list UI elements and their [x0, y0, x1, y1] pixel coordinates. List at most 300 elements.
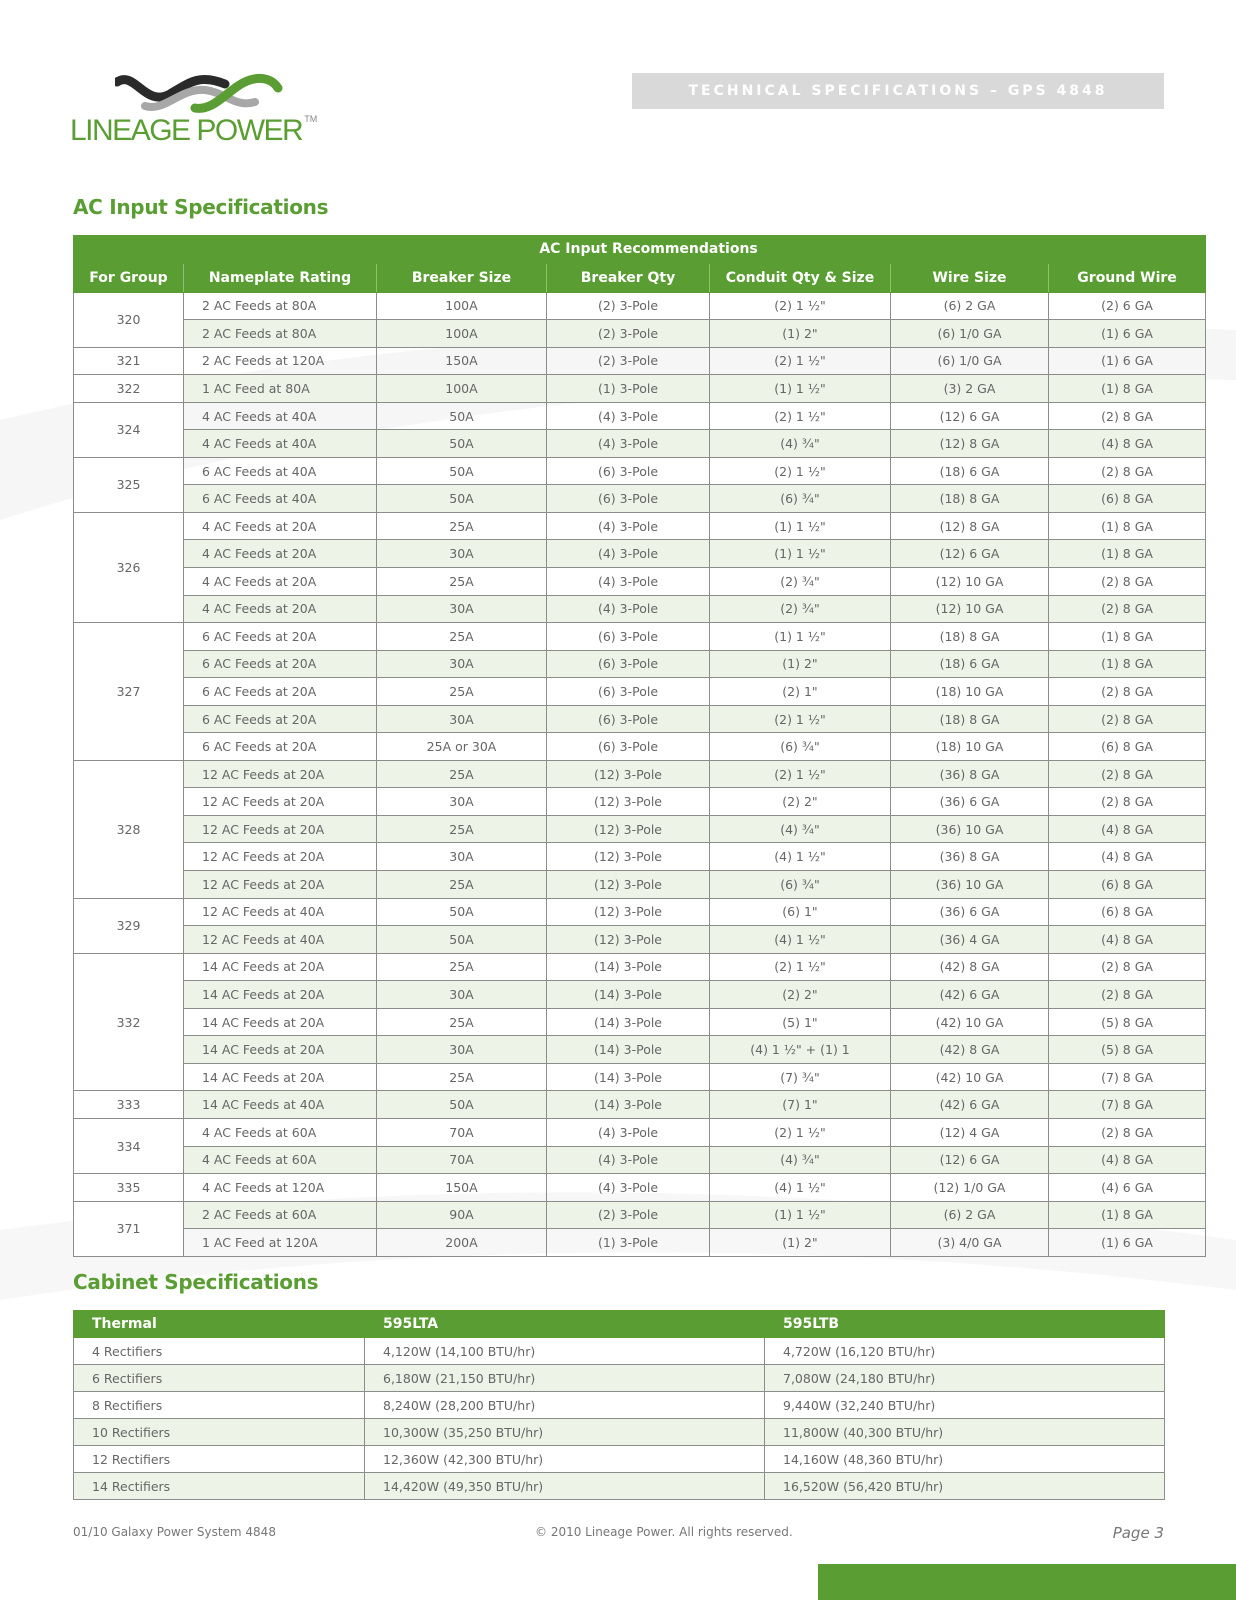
table-cell: (2) 1 ½" [710, 953, 891, 981]
table-cell: 6 AC Feeds at 20A [184, 705, 377, 733]
table-cell: (14) 3-Pole [547, 1036, 710, 1064]
table-cell: 70A [377, 1118, 547, 1146]
table-cell: 1 AC Feed at 120A [184, 1229, 377, 1257]
table-cell: 25A [377, 953, 547, 981]
ac-column-header: Nameplate Rating [184, 263, 377, 292]
table-row [74, 595, 1206, 623]
table-cell: (5) 8 GA [1049, 1036, 1206, 1064]
table-cell: 4 AC Feeds at 20A [184, 540, 377, 568]
ac-table-body [74, 292, 1206, 1256]
table-cell: 14 Rectifiers [74, 1473, 365, 1500]
table-cell: (2) 1 ½" [710, 292, 891, 320]
table-cell: (1) 2" [710, 1229, 891, 1257]
table-cell: (12) 3-Pole [547, 871, 710, 899]
table-cell: 4 AC Feeds at 40A [184, 402, 377, 430]
table-cell: 2 AC Feeds at 80A [184, 292, 377, 320]
table-cell: 12 AC Feeds at 40A [184, 898, 377, 926]
footer-accent-bar [818, 1564, 1236, 1600]
table-row [74, 1419, 1165, 1446]
table-cell: 25A [377, 512, 547, 540]
ac-column-header: Breaker Size [377, 263, 547, 292]
table-cell: (12) 3-Pole [547, 843, 710, 871]
table-cell: (14) 3-Pole [547, 1008, 710, 1036]
table-cell: (2) 8 GA [1049, 595, 1206, 623]
table-cell: 14 AC Feeds at 20A [184, 1008, 377, 1036]
table-row [74, 623, 1206, 651]
cabinet-column-header: 595LTB [765, 1311, 1165, 1338]
table-cell: (2) 1 ½" [710, 1118, 891, 1146]
table-cell: 10 Rectifiers [74, 1419, 365, 1446]
table-cell: 6 AC Feeds at 40A [184, 457, 377, 485]
table-cell: (2) 1 ½" [710, 760, 891, 788]
table-cell: (4) 6 GA [1049, 1174, 1206, 1202]
table-cell: (6) 3-Pole [547, 485, 710, 513]
table-cell: 12 AC Feeds at 40A [184, 926, 377, 954]
table-cell: (2) 8 GA [1049, 402, 1206, 430]
table-cell: (4) ¾" [710, 815, 891, 843]
table-cell: 10,300W (35,250 BTU/hr) [365, 1419, 765, 1446]
table-cell: (4) 8 GA [1049, 926, 1206, 954]
group-cell: 322 [74, 375, 184, 403]
table-cell: 14,160W (48,360 BTU/hr) [765, 1446, 1165, 1473]
table-cell: (4) 8 GA [1049, 815, 1206, 843]
table-row [74, 1473, 1165, 1500]
table-cell: (6) ¾" [710, 871, 891, 899]
table-cell: 100A [377, 375, 547, 403]
table-cell: (3) 4/0 GA [891, 1229, 1049, 1257]
table-row [74, 898, 1206, 926]
table-cell: 70A [377, 1146, 547, 1174]
table-row [74, 760, 1206, 788]
table-cell: (1) 8 GA [1049, 512, 1206, 540]
table-cell: (1) 8 GA [1049, 650, 1206, 678]
table-cell: (2) 2" [710, 981, 891, 1009]
ac-column-header: Ground Wire [1049, 263, 1206, 292]
table-cell: (14) 3-Pole [547, 981, 710, 1009]
table-cell: (6) 3-Pole [547, 650, 710, 678]
table-cell: 14,420W (49,350 BTU/hr) [365, 1473, 765, 1500]
table-cell: (2) 2" [710, 788, 891, 816]
cabinet-column-header: Thermal [74, 1311, 365, 1338]
table-cell: (2) 1 ½" [710, 402, 891, 430]
table-cell: (36) 6 GA [891, 898, 1049, 926]
table-cell: 8,240W (28,200 BTU/hr) [365, 1392, 765, 1419]
table-cell: (1) 1 ½" [710, 375, 891, 403]
table-cell: 12 AC Feeds at 20A [184, 760, 377, 788]
table-cell: (6) 8 GA [1049, 898, 1206, 926]
table-cell: 25A [377, 1008, 547, 1036]
table-row [74, 512, 1206, 540]
table-cell: (1) 2" [710, 650, 891, 678]
table-cell: (14) 3-Pole [547, 1091, 710, 1119]
table-cell: (42) 6 GA [891, 1091, 1049, 1119]
table-cell: 25A or 30A [377, 733, 547, 761]
table-cell: 6 AC Feeds at 40A [184, 485, 377, 513]
table-row [74, 815, 1206, 843]
logo-wordmark [70, 114, 317, 148]
ac-table-title: AC Input Recommendations [74, 236, 1206, 264]
table-cell: (1) 1 ½" [710, 540, 891, 568]
table-cell: (2) ¾" [710, 568, 891, 596]
table-cell: 25A [377, 1063, 547, 1091]
table-cell: 12 AC Feeds at 20A [184, 788, 377, 816]
table-row [74, 981, 1206, 1009]
table-row [74, 1392, 1165, 1419]
logo-waves-icon [115, 68, 285, 116]
ac-table-header-row [74, 263, 1206, 292]
table-cell: (6) 3-Pole [547, 457, 710, 485]
table-cell: 150A [377, 347, 547, 375]
table-cell: (4) 3-Pole [547, 540, 710, 568]
table-cell: (4) 3-Pole [547, 595, 710, 623]
company-logo [70, 68, 330, 158]
table-row [74, 1146, 1206, 1174]
table-row [74, 292, 1206, 320]
table-cell: (6) 3-Pole [547, 705, 710, 733]
cabinet-section-title: Cabinet Specifications [73, 1270, 319, 1294]
table-row [74, 347, 1206, 375]
table-cell: (6) 3-Pole [547, 623, 710, 651]
cabinet-table-header-row [74, 1311, 1165, 1338]
table-cell: (4) 1 ½" [710, 843, 891, 871]
table-cell: (2) 3-Pole [547, 1201, 710, 1229]
table-cell: 100A [377, 320, 547, 348]
group-cell: 328 [74, 760, 184, 898]
table-cell: (1) 6 GA [1049, 1229, 1206, 1257]
ac-column-header: For Group [74, 263, 184, 292]
table-cell: (36) 10 GA [891, 871, 1049, 899]
table-cell: (1) 6 GA [1049, 320, 1206, 348]
table-cell: 25A [377, 678, 547, 706]
table-cell: (18) 10 GA [891, 678, 1049, 706]
table-cell: (5) 1" [710, 1008, 891, 1036]
table-cell: (2) ¾" [710, 595, 891, 623]
table-cell: 50A [377, 457, 547, 485]
table-cell: 11,800W (40,300 BTU/hr) [765, 1419, 1165, 1446]
table-cell: 90A [377, 1201, 547, 1229]
table-cell: 30A [377, 1036, 547, 1064]
table-cell: 50A [377, 402, 547, 430]
table-cell: (6) 1/0 GA [891, 320, 1049, 348]
table-cell: (1) 6 GA [1049, 347, 1206, 375]
table-cell: 4,720W (16,120 BTU/hr) [765, 1338, 1165, 1365]
table-cell: (2) 8 GA [1049, 788, 1206, 816]
table-cell: (6) ¾" [710, 485, 891, 513]
table-cell: (36) 8 GA [891, 843, 1049, 871]
table-cell: (2) 3-Pole [547, 347, 710, 375]
table-row [74, 1201, 1206, 1229]
table-cell: 50A [377, 926, 547, 954]
table-cell: (12) 8 GA [891, 430, 1049, 458]
table-row [74, 953, 1206, 981]
table-cell: (36) 10 GA [891, 815, 1049, 843]
table-row [74, 788, 1206, 816]
table-cell: (12) 10 GA [891, 595, 1049, 623]
table-cell: (2) 8 GA [1049, 760, 1206, 788]
table-row [74, 705, 1206, 733]
table-cell: (42) 8 GA [891, 1036, 1049, 1064]
table-cell: 4 AC Feeds at 40A [184, 430, 377, 458]
table-cell: (5) 8 GA [1049, 1008, 1206, 1036]
table-cell: 25A [377, 760, 547, 788]
table-cell: (12) 10 GA [891, 568, 1049, 596]
table-cell: 100A [377, 292, 547, 320]
group-cell: 335 [74, 1174, 184, 1202]
table-cell: 9,440W (32,240 BTU/hr) [765, 1392, 1165, 1419]
table-cell: (42) 10 GA [891, 1008, 1049, 1036]
table-cell: (2) 8 GA [1049, 457, 1206, 485]
logo-wordmark-text: LINEAGE POWER [70, 114, 303, 147]
table-cell: 14 AC Feeds at 20A [184, 981, 377, 1009]
table-cell: (1) 3-Pole [547, 1229, 710, 1257]
table-cell: (1) 2" [710, 320, 891, 348]
table-cell: (42) 8 GA [891, 953, 1049, 981]
cabinet-table-body [74, 1338, 1165, 1500]
table-row [74, 926, 1206, 954]
table-cell: 12 Rectifiers [74, 1446, 365, 1473]
table-cell: 4 Rectifiers [74, 1338, 365, 1365]
table-cell: 4 AC Feeds at 20A [184, 568, 377, 596]
group-cell: 333 [74, 1091, 184, 1119]
table-cell: (4) ¾" [710, 430, 891, 458]
table-cell: (4) 3-Pole [547, 1174, 710, 1202]
table-row [74, 375, 1206, 403]
table-cell: (2) 1 ½" [710, 705, 891, 733]
table-row [74, 457, 1206, 485]
table-cell: (18) 10 GA [891, 733, 1049, 761]
group-cell: 326 [74, 512, 184, 622]
table-cell: (12) 8 GA [891, 512, 1049, 540]
table-cell: (2) 6 GA [1049, 292, 1206, 320]
table-cell: 30A [377, 595, 547, 623]
table-row [74, 1229, 1206, 1257]
table-cell: (4) 8 GA [1049, 430, 1206, 458]
table-cell: (6) 8 GA [1049, 871, 1206, 899]
table-cell: (4) 8 GA [1049, 1146, 1206, 1174]
table-row [74, 568, 1206, 596]
cabinet-column-header: 595LTA [365, 1311, 765, 1338]
table-cell: 4 AC Feeds at 20A [184, 595, 377, 623]
ac-input-section-title: AC Input Specifications [73, 195, 329, 219]
table-cell: 30A [377, 540, 547, 568]
group-cell: 332 [74, 953, 184, 1091]
cabinet-table [73, 1310, 1165, 1500]
table-cell: 8 Rectifiers [74, 1392, 365, 1419]
table-cell: (4) 1 ½" [710, 1174, 891, 1202]
table-cell: (12) 6 GA [891, 402, 1049, 430]
table-cell: (12) 4 GA [891, 1118, 1049, 1146]
table-cell: 30A [377, 981, 547, 1009]
table-row [74, 871, 1206, 899]
table-cell: 6 AC Feeds at 20A [184, 733, 377, 761]
table-cell: (4) 1 ½" + (1) 1 [710, 1036, 891, 1064]
table-cell: (2) 8 GA [1049, 981, 1206, 1009]
table-cell: (12) 6 GA [891, 540, 1049, 568]
table-cell: (6) 1/0 GA [891, 347, 1049, 375]
table-cell: 30A [377, 705, 547, 733]
table-row [74, 402, 1206, 430]
table-cell: (2) 3-Pole [547, 292, 710, 320]
table-cell: 14 AC Feeds at 40A [184, 1091, 377, 1119]
table-cell: (6) 2 GA [891, 1201, 1049, 1229]
table-cell: 25A [377, 815, 547, 843]
table-cell: (4) 3-Pole [547, 568, 710, 596]
table-cell: (4) 3-Pole [547, 1118, 710, 1146]
table-cell: 4 AC Feeds at 60A [184, 1118, 377, 1146]
table-cell: (7) ¾" [710, 1063, 891, 1091]
table-cell: 2 AC Feeds at 120A [184, 347, 377, 375]
table-cell: (1) 3-Pole [547, 375, 710, 403]
table-cell: 6 AC Feeds at 20A [184, 623, 377, 651]
table-cell: 150A [377, 1174, 547, 1202]
ac-table-title-row [74, 236, 1206, 264]
table-cell: 14 AC Feeds at 20A [184, 1036, 377, 1064]
ac-column-header: Conduit Qty & Size [710, 263, 891, 292]
trademark-mark: TM [304, 114, 318, 124]
table-row [74, 320, 1206, 348]
table-row [74, 1091, 1206, 1119]
table-cell: 2 AC Feeds at 80A [184, 320, 377, 348]
table-cell: (6) 3-Pole [547, 733, 710, 761]
table-cell: (2) 8 GA [1049, 953, 1206, 981]
table-row [74, 1063, 1206, 1091]
table-cell: 4 AC Feeds at 120A [184, 1174, 377, 1202]
table-cell: (2) 8 GA [1049, 1118, 1206, 1146]
table-cell: (2) 1 ½" [710, 457, 891, 485]
table-cell: (12) 3-Pole [547, 760, 710, 788]
table-cell: (7) 1" [710, 1091, 891, 1119]
table-cell: 12,360W (42,300 BTU/hr) [365, 1446, 765, 1473]
table-cell: (7) 8 GA [1049, 1063, 1206, 1091]
table-cell: 30A [377, 843, 547, 871]
table-cell: 14 AC Feeds at 20A [184, 953, 377, 981]
table-cell: (7) 8 GA [1049, 1091, 1206, 1119]
table-cell: 4,120W (14,100 BTU/hr) [365, 1338, 765, 1365]
table-cell: (18) 6 GA [891, 650, 1049, 678]
table-cell: (6) 8 GA [1049, 485, 1206, 513]
table-cell: 50A [377, 1091, 547, 1119]
group-cell: 324 [74, 402, 184, 457]
table-cell: (1) 8 GA [1049, 1201, 1206, 1229]
table-cell: 6 AC Feeds at 20A [184, 678, 377, 706]
ac-column-header: Breaker Qty [547, 263, 710, 292]
table-cell: 2 AC Feeds at 60A [184, 1201, 377, 1229]
table-cell: (6) 1" [710, 898, 891, 926]
table-row [74, 678, 1206, 706]
table-cell: (6) ¾" [710, 733, 891, 761]
table-cell: (6) 3-Pole [547, 678, 710, 706]
table-row [74, 733, 1206, 761]
table-cell: 6 AC Feeds at 20A [184, 650, 377, 678]
table-cell: 25A [377, 871, 547, 899]
table-cell: (12) 3-Pole [547, 788, 710, 816]
table-cell: (12) 3-Pole [547, 926, 710, 954]
ac-input-table [73, 235, 1206, 1257]
page-number: Page 3 [1112, 1524, 1164, 1542]
table-cell: 25A [377, 623, 547, 651]
table-cell: 50A [377, 485, 547, 513]
group-cell: 329 [74, 898, 184, 953]
table-cell: (2) 1" [710, 678, 891, 706]
table-cell: 4 AC Feeds at 60A [184, 1146, 377, 1174]
group-cell: 327 [74, 623, 184, 761]
table-cell: 200A [377, 1229, 547, 1257]
footer-copyright: © 2010 Lineage Power. All rights reserved. [535, 1525, 793, 1539]
table-cell: (1) 8 GA [1049, 540, 1206, 568]
table-cell: (6) 2 GA [891, 292, 1049, 320]
table-cell: (42) 10 GA [891, 1063, 1049, 1091]
table-cell: (12) 3-Pole [547, 815, 710, 843]
footer-doc-info: 01/10 Galaxy Power System 4848 [73, 1525, 276, 1539]
table-row [74, 1338, 1165, 1365]
table-cell: (4) 1 ½" [710, 926, 891, 954]
table-cell: 7,080W (24,180 BTU/hr) [765, 1365, 1165, 1392]
table-cell: (2) 1 ½" [710, 347, 891, 375]
table-cell: 30A [377, 788, 547, 816]
table-cell: (12) 6 GA [891, 1146, 1049, 1174]
group-cell: 320 [74, 292, 184, 347]
table-cell: (2) 8 GA [1049, 705, 1206, 733]
table-row [74, 1446, 1165, 1473]
table-cell: 6 Rectifiers [74, 1365, 365, 1392]
table-cell: 6,180W (21,150 BTU/hr) [365, 1365, 765, 1392]
table-cell: (12) 3-Pole [547, 898, 710, 926]
table-cell: 4 AC Feeds at 20A [184, 512, 377, 540]
table-cell: 12 AC Feeds at 20A [184, 871, 377, 899]
table-cell: (12) 1/0 GA [891, 1174, 1049, 1202]
table-cell: (4) 3-Pole [547, 402, 710, 430]
table-cell: 25A [377, 568, 547, 596]
table-cell: 12 AC Feeds at 20A [184, 815, 377, 843]
table-cell: (2) 8 GA [1049, 568, 1206, 596]
table-cell: (4) 3-Pole [547, 1146, 710, 1174]
ac-column-header: Wire Size [891, 263, 1049, 292]
table-cell: (36) 6 GA [891, 788, 1049, 816]
table-cell: 1 AC Feed at 80A [184, 375, 377, 403]
group-cell: 325 [74, 457, 184, 512]
table-row [74, 485, 1206, 513]
table-row [74, 1008, 1206, 1036]
table-cell: (42) 6 GA [891, 981, 1049, 1009]
table-row [74, 1365, 1165, 1392]
table-cell: (1) 1 ½" [710, 623, 891, 651]
table-row [74, 650, 1206, 678]
group-cell: 371 [74, 1201, 184, 1256]
table-cell: (1) 8 GA [1049, 375, 1206, 403]
table-cell: (14) 3-Pole [547, 953, 710, 981]
table-row [74, 1118, 1206, 1146]
table-row [74, 843, 1206, 871]
table-cell: 12 AC Feeds at 20A [184, 843, 377, 871]
table-cell: (18) 8 GA [891, 485, 1049, 513]
table-cell: (1) 1 ½" [710, 512, 891, 540]
table-cell: (4) ¾" [710, 1146, 891, 1174]
table-cell: (4) 3-Pole [547, 512, 710, 540]
group-cell: 321 [74, 347, 184, 375]
table-row [74, 540, 1206, 568]
table-cell: (14) 3-Pole [547, 1063, 710, 1091]
table-cell: (6) 8 GA [1049, 733, 1206, 761]
table-row [74, 1174, 1206, 1202]
document-header-bar: TECHNICAL SPECIFICATIONS – GPS 4848 [632, 73, 1164, 109]
table-cell: (18) 8 GA [891, 623, 1049, 651]
table-row [74, 1036, 1206, 1064]
table-cell: 14 AC Feeds at 20A [184, 1063, 377, 1091]
table-cell: 50A [377, 898, 547, 926]
table-cell: 16,520W (56,420 BTU/hr) [765, 1473, 1165, 1500]
table-cell: 50A [377, 430, 547, 458]
table-cell: (1) 1 ½" [710, 1201, 891, 1229]
